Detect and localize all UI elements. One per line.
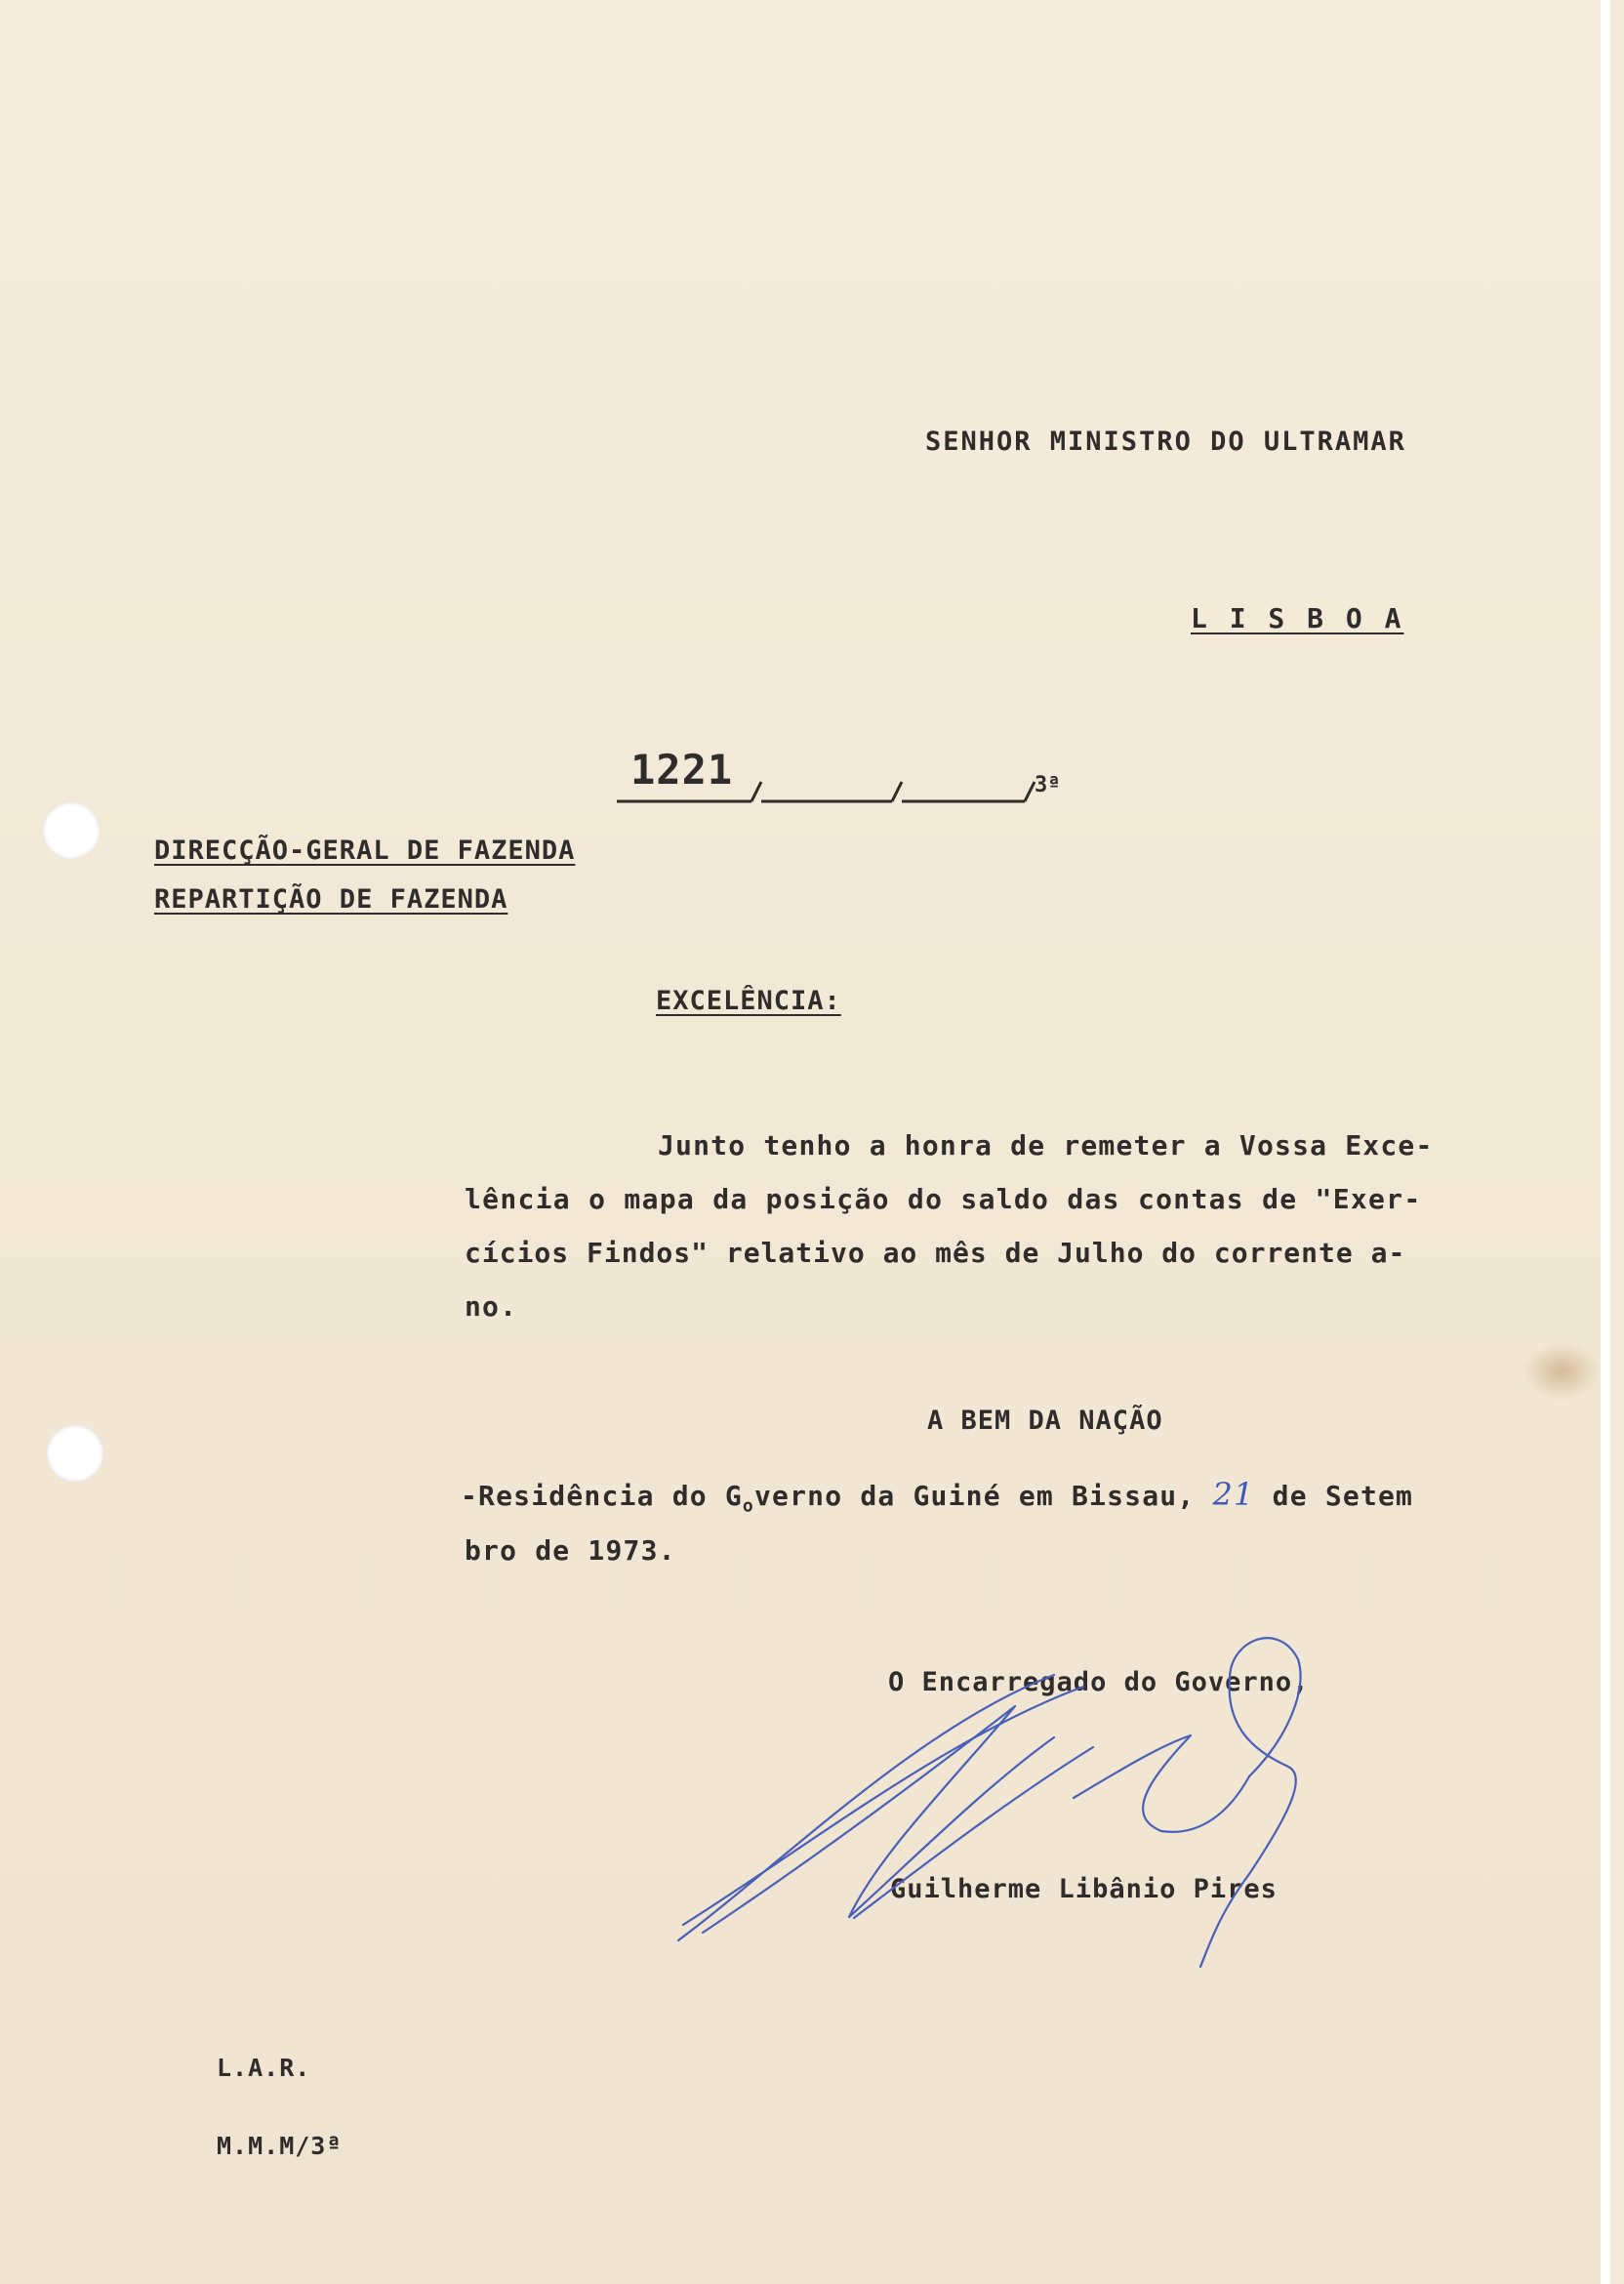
reference-line [615,746,1083,814]
punch-hole-bottom [47,1425,103,1482]
department-line-2: REPARTIÇÃO DE FAZENDA [154,884,508,915]
body-line: Junto tenho a honra de remeter a Vossa Exce- [658,1129,1434,1162]
body-line: lência o mapa da posição do saldo das contas de "Exer- [465,1183,1422,1215]
handwritten-signature [664,1581,1464,1991]
handwritten-day: 21 [1212,1476,1255,1513]
paper-stain [1522,1342,1601,1401]
reference-number: 1221 [630,746,734,794]
city: L I S B O A [1191,602,1404,634]
signatory-name: Guilherme Libânio Pires [890,1874,1278,1904]
place-date-text: -Residência do G [461,1480,743,1512]
body-line: cícios Findos" relativo ao mês de Julho do corrente a- [465,1237,1406,1269]
body-line: no. [465,1290,518,1323]
file-reference: M.M.M/3ª [217,2132,343,2160]
place-date-line-1 [461,1476,1413,1517]
signatory-title: O Encarregado do Governo, [888,1667,1310,1697]
place-date-line-2: bro de 1973. [465,1534,676,1567]
initials: L.A.R. [217,2054,311,2082]
place-date-text: de Setem [1254,1480,1414,1512]
department-line-1: DIRECÇÃO-GERAL DE FAZENDA [154,836,576,866]
salutation: EXCELÊNCIA: [656,986,841,1016]
reference-blanks [615,746,1083,814]
punch-hole-top [43,802,100,859]
reference-suffix: 3ª [1035,773,1061,797]
place-date-text: verno da Guiné em Bissau, [753,1480,1213,1512]
addressee: SENHOR MINISTRO DO ULTRAMAR [925,427,1406,457]
place-date-subscript: o [742,1495,754,1517]
closing-formula: A BEM DA NAÇÃO [927,1406,1163,1436]
